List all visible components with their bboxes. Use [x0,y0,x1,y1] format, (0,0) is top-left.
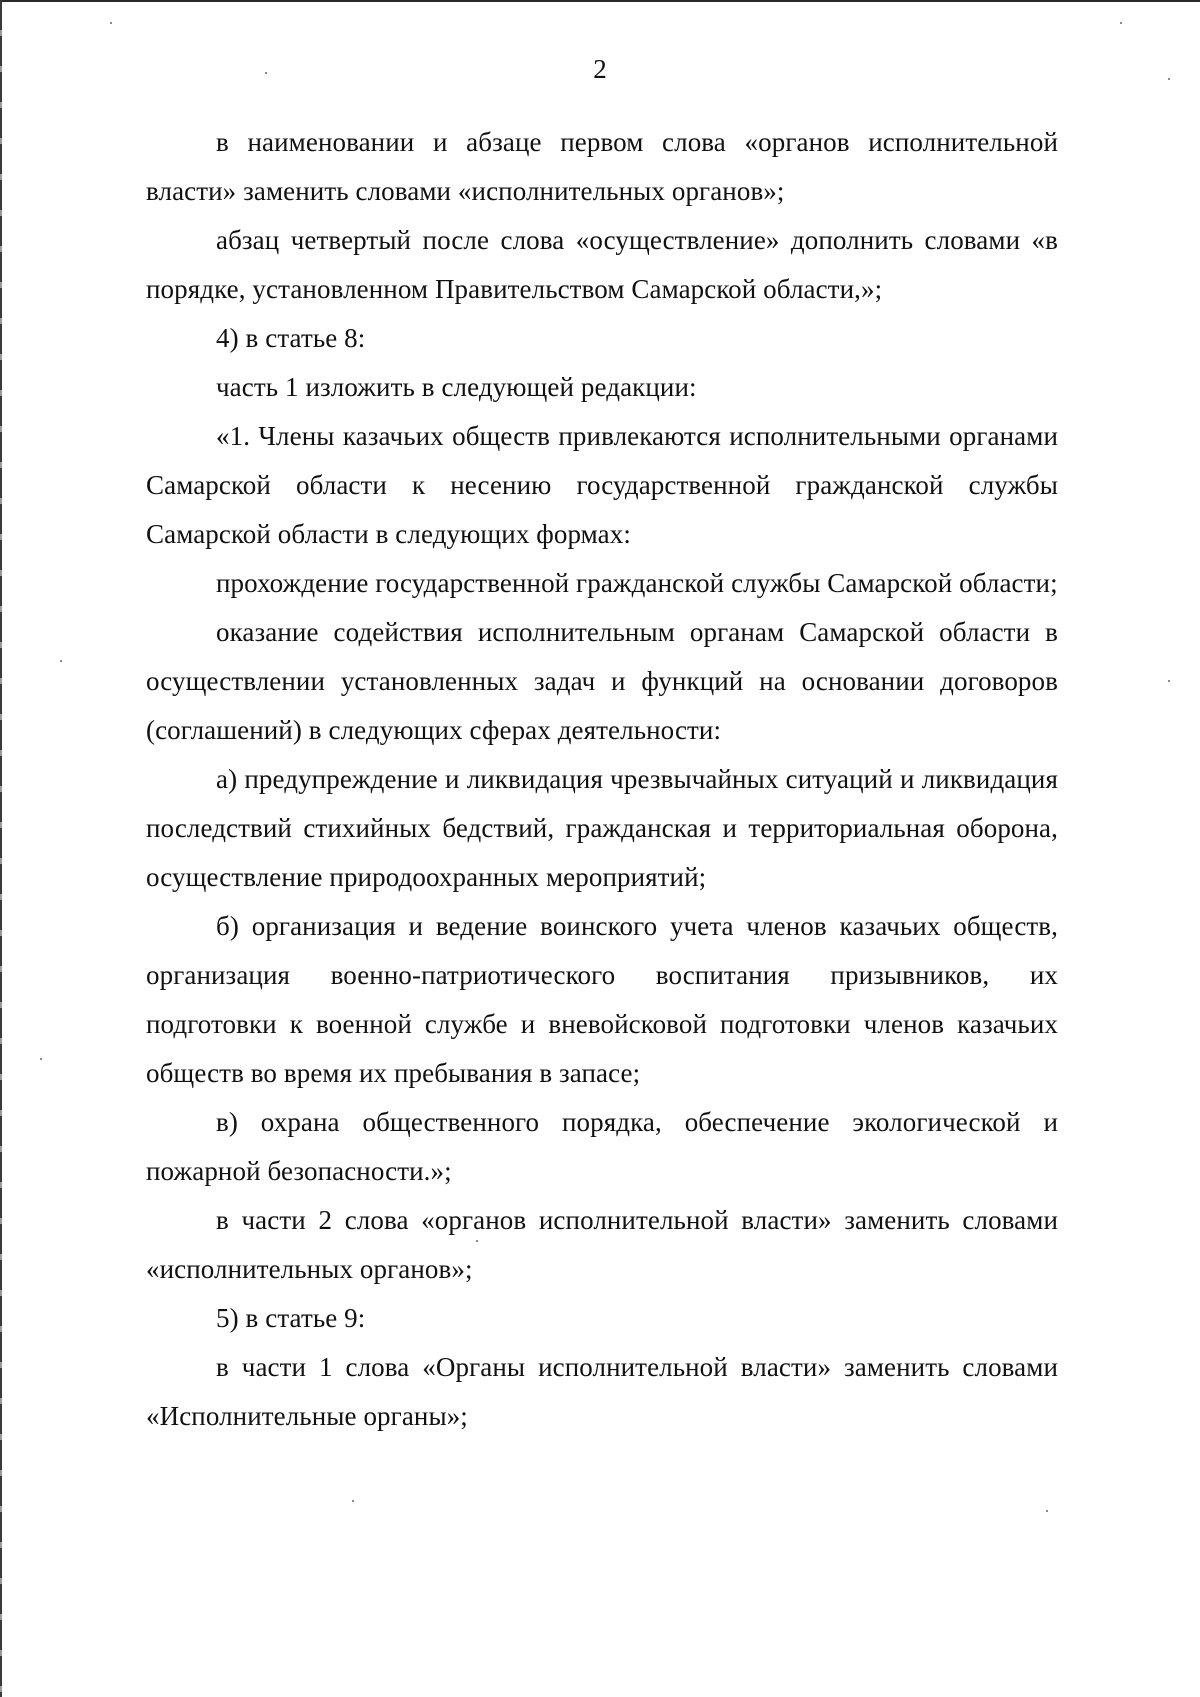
paragraph: в) охрана общественного порядка, обеспечение экологической и пожарной безопасности.»; [146,1107,1058,1186]
scan-speck [352,1500,354,1502]
paragraph: а) предупреждение и ликвидация чрезвычайных ситуаций и ликвидация последствий стихийных бедствий, гражданская и территориальная оборона, осуществление природоохранных мероприятий; [146,764,1058,892]
paragraph: абзац четвертый после слова «осуществление» дополнить словами «в порядке, установленном Правительством Самарской области,»; [146,225,1058,304]
scan-top-edge [0,0,1200,2]
scan-left-edge [0,0,2,1697]
paragraph: оказание содействия исполнительным органам Самарской области в осуществлении установленных задач и функций на основании договоров (соглашений) в следующих сферах деятельности: [146,617,1058,745]
scan-speck [60,660,62,662]
paragraph: б) организация и ведение воинского учета членов казачьих обществ, организация военно-патриотического воспитания призывников, их подготовки к военной службе и вневойсковой подготовки членов казачьих обществ во время их пребывания в запасе; [146,911,1058,1088]
document-body [146,118,1058,1441]
paragraph: часть 1 изложить в следующей редакции: [216,372,697,402]
paragraph: прохождение государственной гражданской службы Самарской области; [216,568,1058,598]
scan-speck [40,1058,42,1060]
scan-speck [1120,22,1122,24]
paragraph: в части 1 слова «Органы исполнительной власти» заменить словами «Исполнительные органы»; [146,1352,1058,1431]
scan-speck [1168,680,1170,682]
page-number: 2 [593,54,607,84]
paragraph: в части 2 слова «органов исполнительной власти» заменить словами «исполнительных органов»; [146,1205,1058,1284]
paragraph: «1. Члены казачьих обществ привлекаются исполнительными органами Самарской области к несению государственной гражданской службы Самарской области в следующих формах: [146,421,1058,549]
paragraph: в наименовании и абзаце первом слова «органов исполнительной власти» заменить словами «исполнительных органов»; [146,127,1058,206]
scan-speck [110,22,112,24]
scan-speck [1046,1510,1048,1512]
paragraph: 5) в статье 9: [216,1303,366,1333]
paragraph: 4) в статье 8: [216,323,366,353]
